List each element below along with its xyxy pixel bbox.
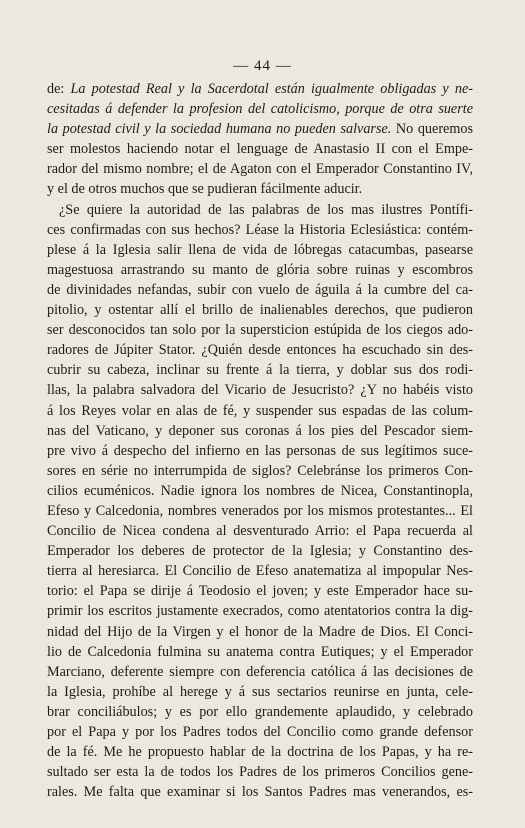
text-line [47, 782, 473, 802]
text-line [47, 380, 473, 400]
text-line [47, 682, 473, 702]
text-line [47, 521, 473, 541]
text-line [47, 99, 473, 119]
text-line [47, 622, 473, 642]
text-segment: No queremos [391, 121, 473, 138]
text-line [47, 159, 473, 179]
text-segment: rador del mismo nombre; el de Agaton con el Emperador Constantino IV, [47, 161, 473, 178]
text-line [47, 481, 473, 501]
text-segment: torio: el Papa se dirije á Teodosio el joven; y este Emperador hace su- [47, 583, 473, 600]
text-segment: Emperador los deberes de protector de la Iglesia; y Constantino des- [47, 543, 473, 560]
text-line [47, 702, 473, 722]
page-number: — 44 — [233, 58, 292, 74]
text-segment: cilios ecuménicos. Nadie ignora los nombres de Nicea, Constantinopla, [47, 482, 473, 499]
text-line [47, 360, 473, 380]
text-segment: Marciano, deferente siempre con deferencia católica á las decisiones de [47, 663, 473, 680]
text-segment: brar conciliábulos; y es por ello grandemente aplaudido, y celebrado [47, 703, 473, 720]
text-segment: primir los escritos justamente execrados, como atentatorios contra la dig- [47, 603, 473, 620]
text-line [47, 200, 473, 220]
text-segment: la Iglesia, prohíbe al herege y á sus sectarios reunirse en junta, cele- [47, 683, 473, 700]
text-line [47, 461, 473, 481]
text-line [47, 421, 473, 441]
text-line [47, 340, 473, 360]
text-line [47, 179, 473, 199]
text-segment: rales. Me falta que examinar si los Santos Padres mas venerandos, es- [47, 784, 473, 801]
text-line [47, 601, 473, 621]
text-segment: ces confirmadas con sus hechos? Léase la Historia Eclesiástica: contém- [47, 221, 473, 238]
text-segment: ¿Se quiere la autoridad de las palabras de los mas ilustres Pontífi- [59, 201, 473, 218]
text-line [47, 139, 473, 159]
text-segment: nas del Vaticano, y deponer sus coronas á los pies del Pescador siem- [47, 422, 473, 439]
text-segment: radores de Júpiter Stator. ¿Quién desde entonces ha escuchado sin des- [47, 342, 473, 359]
text-line [47, 280, 473, 300]
text-segment: nidad del Hijo de la Virgen y el honor de la Madre de Dios. El Conci- [47, 623, 473, 640]
italic-text: La potestad Real y la Sacerdotal están igualmente obligadas y ne- [70, 81, 473, 97]
text-line [47, 762, 473, 782]
text-segment: plese á la Iglesia salir llena de vida de lóbregas catacumbas, pasearse [47, 241, 473, 258]
text-segment: llas, la palabra salvadora del Vicario de Jesucristo? ¿Y no habéis visto [47, 382, 473, 399]
text-segment: sores en série no interrumpida de siglos? Celebránse los primeros Con- [47, 462, 473, 479]
text-line [47, 300, 473, 320]
text-line [47, 742, 473, 762]
text-line [47, 441, 473, 461]
text-segment: Efeso y Calcedonia, nombres venerados por los mismos protestantes... El [47, 502, 473, 519]
text-line [47, 240, 473, 260]
text-segment: tierra al heresiarca. El Concilio de Efeso anatematiza al impopular Nes- [47, 563, 473, 580]
text-line [47, 501, 473, 521]
text-line [47, 119, 473, 139]
text-segment: y el de otros muchos que se pudieran fácilmente aducir. [47, 181, 363, 198]
text-segment: por el Papa y por los Padres todos del Concilio como grande defensor [47, 724, 473, 740]
text-line [47, 401, 473, 421]
text-line [47, 220, 473, 240]
text-segment: magestuosa arrastrando su manto de glória sobre ruinas y escombros [47, 261, 473, 278]
text-segment: de divinidades nefandas, subir con vuelo de águila á la cumbre del ca- [47, 281, 473, 298]
text-segment: á los Reyes volar en alas de fé, y suspender sus espadas de las colum- [47, 402, 473, 419]
text-segment: cubrir su cabeza, inclinar su frente á la tierra, y doblar sus dos rodi- [47, 362, 473, 379]
text-line [47, 662, 473, 682]
body-text [47, 79, 473, 802]
text-line [47, 642, 473, 662]
text-line [47, 722, 473, 742]
text-segment: de la fé. Me he propuesto hablar de la doctrina de los Papas, y ha re- [47, 744, 473, 761]
text-segment: sultado ser esta la de todos los Padres de los primeros Concilios gene- [47, 764, 473, 781]
text-segment: pre vivo á despecho del infierno en las personas de sus legítimos suce- [47, 442, 473, 459]
text-line [47, 581, 473, 601]
text-line [47, 320, 473, 340]
text-segment: lio de Calcedonia fulmina su anatema contra Eutiques; y el Emperador [47, 643, 473, 660]
text-segment: pitolio, y ostentar allí el brillo de inalienables derechos, que pudieron [47, 302, 473, 319]
text-line [47, 260, 473, 280]
text-line [47, 561, 473, 581]
text-segment: ser desconocidos tan solo por la supersticion estúpida de los ciegos ado- [47, 322, 473, 339]
italic-text: cesitadas á defender la profesion del catolicismo, porque de otra suerte [47, 101, 473, 118]
text-segment: Concilio de Nicea condena al desventurado Arrio: el Papa recuerda al [47, 523, 473, 540]
text-segment: de: [47, 81, 71, 97]
text-segment: ser molestos haciendo notar el lenguage de Anastasio II con el Empe- [47, 141, 473, 158]
text-line [47, 541, 473, 561]
text-line [47, 79, 473, 99]
italic-text: la potestad civil y la sociedad humana no pueden salvarse. [47, 121, 392, 138]
